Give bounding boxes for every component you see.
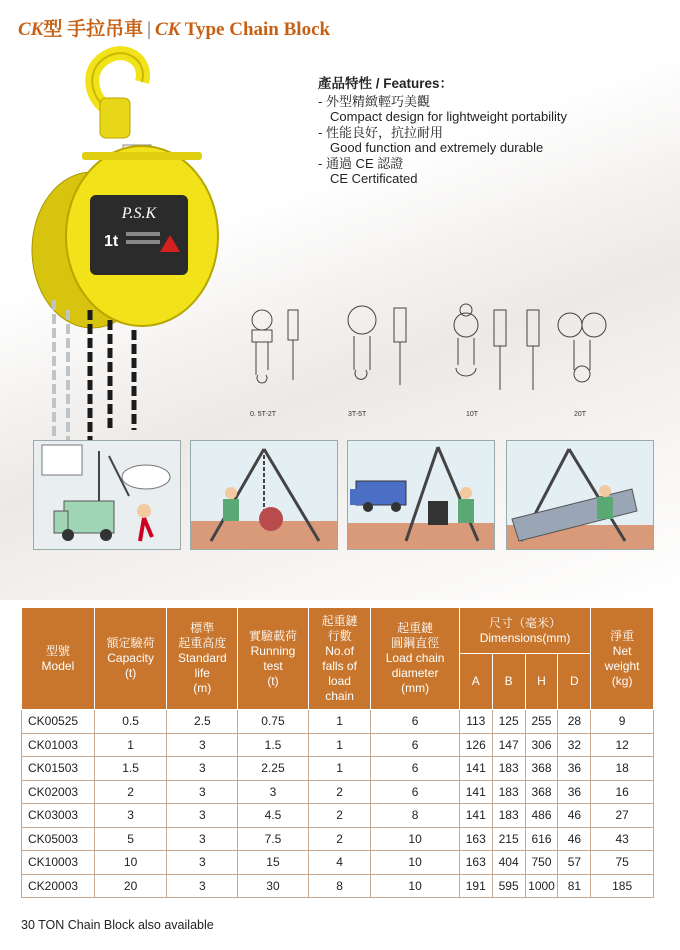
table-cell: CK10003 xyxy=(22,851,95,875)
table-cell: 18 xyxy=(591,757,654,781)
table-cell: 4 xyxy=(308,851,371,875)
header-text: (t) xyxy=(124,666,137,680)
header-text: 淨重 xyxy=(610,628,635,643)
table-cell: 28 xyxy=(558,710,591,734)
table-cell: 10 xyxy=(371,827,459,851)
table-cell: 20 xyxy=(94,874,167,898)
table-cell: 191 xyxy=(459,874,492,898)
title-zh-prefix: CK xyxy=(18,19,44,40)
table-cell: 1000 xyxy=(525,874,558,898)
table-cell: 12 xyxy=(591,733,654,757)
header-dim-a: A xyxy=(459,654,492,710)
table-cell: 486 xyxy=(525,804,558,828)
header-falls xyxy=(308,608,371,710)
table-cell: 595 xyxy=(492,874,525,898)
table-cell: 6 xyxy=(371,733,459,757)
table-cell: 3 xyxy=(167,851,238,875)
usage-illustration-lifting xyxy=(190,440,338,550)
header-text: (mm) xyxy=(401,681,430,695)
table-cell: 113 xyxy=(459,710,492,734)
header-dim-h: H xyxy=(525,654,558,710)
table-cell: 1 xyxy=(308,710,371,734)
table-cell: 3 xyxy=(167,804,238,828)
spec-table-body xyxy=(22,710,654,898)
header-text: (t) xyxy=(267,673,279,688)
table-cell: 3 xyxy=(238,780,309,804)
table-cell: 183 xyxy=(492,780,525,804)
header-lift xyxy=(167,608,238,710)
table-cell: 3 xyxy=(167,827,238,851)
drawings-svg xyxy=(244,270,664,420)
table-cell: 141 xyxy=(459,757,492,781)
table-cell: 10 xyxy=(371,874,459,898)
title-en-prefix: CK xyxy=(154,19,181,40)
header-text: Capacity xyxy=(107,651,154,665)
feature-zh: - 性能良好，抗拉耐用 xyxy=(318,124,443,140)
table-cell: 3 xyxy=(167,874,238,898)
table-cell: CK02003 xyxy=(22,780,95,804)
table-cell: CK01503 xyxy=(22,757,95,781)
table-cell: 3 xyxy=(167,733,238,757)
table-cell: 3 xyxy=(167,780,238,804)
table-cell: 46 xyxy=(558,827,591,851)
table-row xyxy=(22,827,654,851)
usage-illustration-truck-load xyxy=(347,440,495,550)
table-cell: 750 xyxy=(525,851,558,875)
header-text: load xyxy=(328,673,351,688)
table-cell: 368 xyxy=(525,757,558,781)
header-text: 行數 xyxy=(327,628,352,643)
table-cell: 2 xyxy=(308,780,371,804)
header-text: Running xyxy=(250,643,296,658)
table-cell: 57 xyxy=(558,851,591,875)
table-cell: 10 xyxy=(371,851,459,875)
table-row xyxy=(22,804,654,828)
feature-en: Compact design for lightweight portability xyxy=(330,109,568,124)
hoist-brand: P.S.K xyxy=(121,205,157,222)
header-text: 圓鋼直徑 xyxy=(391,636,440,650)
table-cell: 2.25 xyxy=(238,757,309,781)
table-cell: 8 xyxy=(371,804,459,828)
table-cell: 2 xyxy=(308,827,371,851)
table-cell: 616 xyxy=(525,827,558,851)
table-cell: 141 xyxy=(459,780,492,804)
table-cell: 3 xyxy=(167,757,238,781)
table-cell: CK01003 xyxy=(22,733,95,757)
table-cell: 306 xyxy=(525,733,558,757)
table-row xyxy=(22,874,654,898)
header-text: Load chain xyxy=(385,651,445,665)
hoist-capacity: 1t xyxy=(104,233,119,250)
header-text: 型號 xyxy=(45,643,70,658)
header-text: life xyxy=(194,666,210,680)
table-cell: 2 xyxy=(308,804,371,828)
table-cell: 1 xyxy=(94,733,167,757)
table-cell: 163 xyxy=(459,851,492,875)
table-row xyxy=(22,710,654,734)
table-row xyxy=(22,757,654,781)
feature-zh: - 通過 CE 認證 xyxy=(318,155,404,171)
header-text: 起重高度 xyxy=(178,636,227,650)
header-text: falls of xyxy=(322,658,357,673)
table-cell: 368 xyxy=(525,780,558,804)
table-cell: 185 xyxy=(591,874,654,898)
table-cell: 215 xyxy=(492,827,525,851)
header-text: Net xyxy=(612,643,632,658)
table-cell: 30 xyxy=(238,874,309,898)
table-cell: 43 xyxy=(591,827,654,851)
header-weight xyxy=(591,608,654,710)
header-diameter xyxy=(371,608,459,710)
table-cell: 6 xyxy=(371,780,459,804)
table-cell: 0.5 xyxy=(94,710,167,734)
table-cell: 27 xyxy=(591,804,654,828)
table-cell: 8 xyxy=(308,874,371,898)
header-running xyxy=(238,608,309,710)
table-cell: 46 xyxy=(558,804,591,828)
table-cell: 1.5 xyxy=(238,733,309,757)
availability-note: 30 TON Chain Block also available xyxy=(21,918,214,932)
table-cell: 9 xyxy=(591,710,654,734)
table-cell: 1.5 xyxy=(94,757,167,781)
table-cell: 3 xyxy=(94,804,167,828)
table-cell: 75 xyxy=(591,851,654,875)
features-list xyxy=(318,76,567,187)
header-text: 實驗載荷 xyxy=(248,628,297,643)
table-cell: 404 xyxy=(492,851,525,875)
title-en-text: Type Chain Block xyxy=(184,19,331,40)
header-text: Model xyxy=(41,658,75,673)
chain-hoist-image xyxy=(30,40,230,440)
table-cell: 147 xyxy=(492,733,525,757)
page-title xyxy=(18,14,330,41)
header-text: (m) xyxy=(193,681,212,695)
drawing-label: 3T-5T xyxy=(348,411,367,418)
header-text: No.of xyxy=(325,643,354,658)
table-cell: 1 xyxy=(308,733,371,757)
header-dim-d: D xyxy=(558,654,591,710)
table-cell: 255 xyxy=(525,710,558,734)
header-text: (kg) xyxy=(611,673,633,688)
usage-illustration-truck xyxy=(33,440,181,550)
table-row xyxy=(22,733,654,757)
header-text: 額定驗荷 xyxy=(106,636,155,650)
table-cell: 6 xyxy=(371,757,459,781)
table-cell: 183 xyxy=(492,804,525,828)
table-cell: 183 xyxy=(492,757,525,781)
technical-drawings xyxy=(244,270,664,420)
drawing-label: 20T xyxy=(574,411,587,418)
header-text: weight xyxy=(604,658,640,673)
table-cell: CK20003 xyxy=(22,874,95,898)
title-separator: | xyxy=(147,19,151,40)
table-cell: 1 xyxy=(308,757,371,781)
table-cell: 163 xyxy=(459,827,492,851)
table-cell: 126 xyxy=(459,733,492,757)
drawing-label: 10T xyxy=(466,411,479,418)
table-cell: 36 xyxy=(558,780,591,804)
table-cell: 125 xyxy=(492,710,525,734)
features-heading: 產品特性 / Features： xyxy=(318,76,454,91)
feature-en: CE Certificated xyxy=(330,171,418,186)
header-text: chain xyxy=(325,688,354,703)
header-text: Dimensions(mm) xyxy=(479,630,571,645)
table-row xyxy=(22,851,654,875)
header-model xyxy=(22,608,95,710)
table-cell: 81 xyxy=(558,874,591,898)
table-cell: 2 xyxy=(94,780,167,804)
header-dimensions xyxy=(459,608,590,654)
usage-illustration-pipe xyxy=(506,440,654,550)
table-cell: 10 xyxy=(94,851,167,875)
table-cell: 7.5 xyxy=(238,827,309,851)
header-text: diameter xyxy=(391,666,439,680)
header-text: 起重鏈 xyxy=(321,613,358,628)
drawing-label: 0. 5T-2T xyxy=(250,411,277,418)
table-cell: 5 xyxy=(94,827,167,851)
header-dim-b: B xyxy=(492,654,525,710)
spec-table xyxy=(21,607,654,898)
table-cell: 15 xyxy=(238,851,309,875)
table-cell: 32 xyxy=(558,733,591,757)
table-cell: 0.75 xyxy=(238,710,309,734)
header-text: test xyxy=(263,658,283,673)
feature-en: Good function and extremely durable xyxy=(330,140,544,155)
table-cell: 36 xyxy=(558,757,591,781)
table-cell: 4.5 xyxy=(238,804,309,828)
table-cell: CK05003 xyxy=(22,827,95,851)
table-row xyxy=(22,780,654,804)
table-cell: CK03003 xyxy=(22,804,95,828)
header-text: 尺寸（毫米） xyxy=(489,615,562,630)
table-cell: 16 xyxy=(591,780,654,804)
header-capacity xyxy=(94,608,167,710)
table-cell: 6 xyxy=(371,710,459,734)
header-text: Standard xyxy=(177,651,227,665)
title-zh-text: 型 手拉吊車 xyxy=(43,19,144,40)
table-cell: 141 xyxy=(459,804,492,828)
header-text: 起重鏈 xyxy=(397,621,434,635)
table-cell: 2.5 xyxy=(167,710,238,734)
table-cell: CK00525 xyxy=(22,710,95,734)
header-text: 標準 xyxy=(190,621,215,635)
feature-zh: - 外型精緻輕巧美觀 xyxy=(318,93,430,109)
